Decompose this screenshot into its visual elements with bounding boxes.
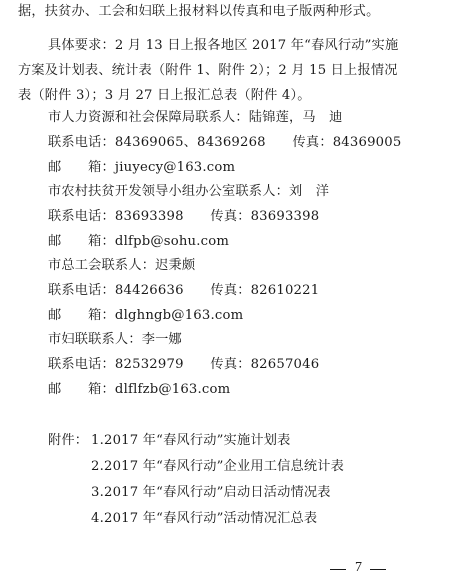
attachments-label: 附件： [48, 433, 89, 448]
contact-phone-hrss: 联系电话：84369065、84369268 传真：84369005 [48, 135, 402, 150]
contact-phone-womens-federation: 联系电话：82532979 传真：82657046 [48, 357, 320, 372]
requirements-line-3: 表（附件 3）；3 月 27 日上报汇总表（附件 4）。 [18, 88, 311, 103]
contact-header-poverty-office: 市农村扶贫开发领导小组办公室联系人：刘 洋 [48, 184, 330, 199]
contact-phone-trade-union: 联系电话：84426636 传真：82610221 [48, 283, 320, 298]
attachment-item: 2.2017 年“春风行动”企业用工信息统计表 [91, 459, 345, 474]
contact-email-poverty-office: 邮 箱：dlfpb@sohu.com [48, 234, 230, 249]
attachment-item: 3.2017 年“春风行动”启动日活动情况表 [91, 485, 331, 500]
contact-email-hrss: 邮 箱：jiuyecy@163.com [48, 160, 236, 175]
contact-email-trade-union: 邮 箱：dlghngb@163.com [48, 308, 244, 323]
attachment-item: 4.2017 年“春风行动”活动情况汇总表 [91, 511, 318, 526]
page-number-dash-right [370, 569, 386, 570]
intro-line-1: 据，扶贫办、工会和妇联上报材料以传真和电子版两种形式。 [18, 4, 380, 19]
attachment-item: 1.2017 年“春风行动”实施计划表 [91, 433, 291, 448]
page-number-dash-left [330, 569, 346, 570]
contact-header-trade-union: 市总工会联系人：迟秉颇 [48, 258, 196, 273]
contact-email-womens-federation: 邮 箱：dlflfzb@163.com [48, 382, 231, 397]
page-number: 7 [355, 560, 362, 575]
contact-phone-poverty-office: 联系电话：83693398 传真：83693398 [48, 209, 320, 224]
requirements-line-1: 具体要求：2 月 13 日上报各地区 2017 年“春风行动”实施 [48, 38, 399, 53]
contact-header-hrss: 市人力资源和社会保障局联系人：陆锦莲，马 迪 [48, 110, 343, 125]
requirements-line-2: 方案及计划表、统计表（附件 1、附件 2）；2 月 15 日上报情况 [18, 63, 398, 78]
contact-header-womens-federation: 市妇联联系人：李一娜 [48, 332, 182, 347]
